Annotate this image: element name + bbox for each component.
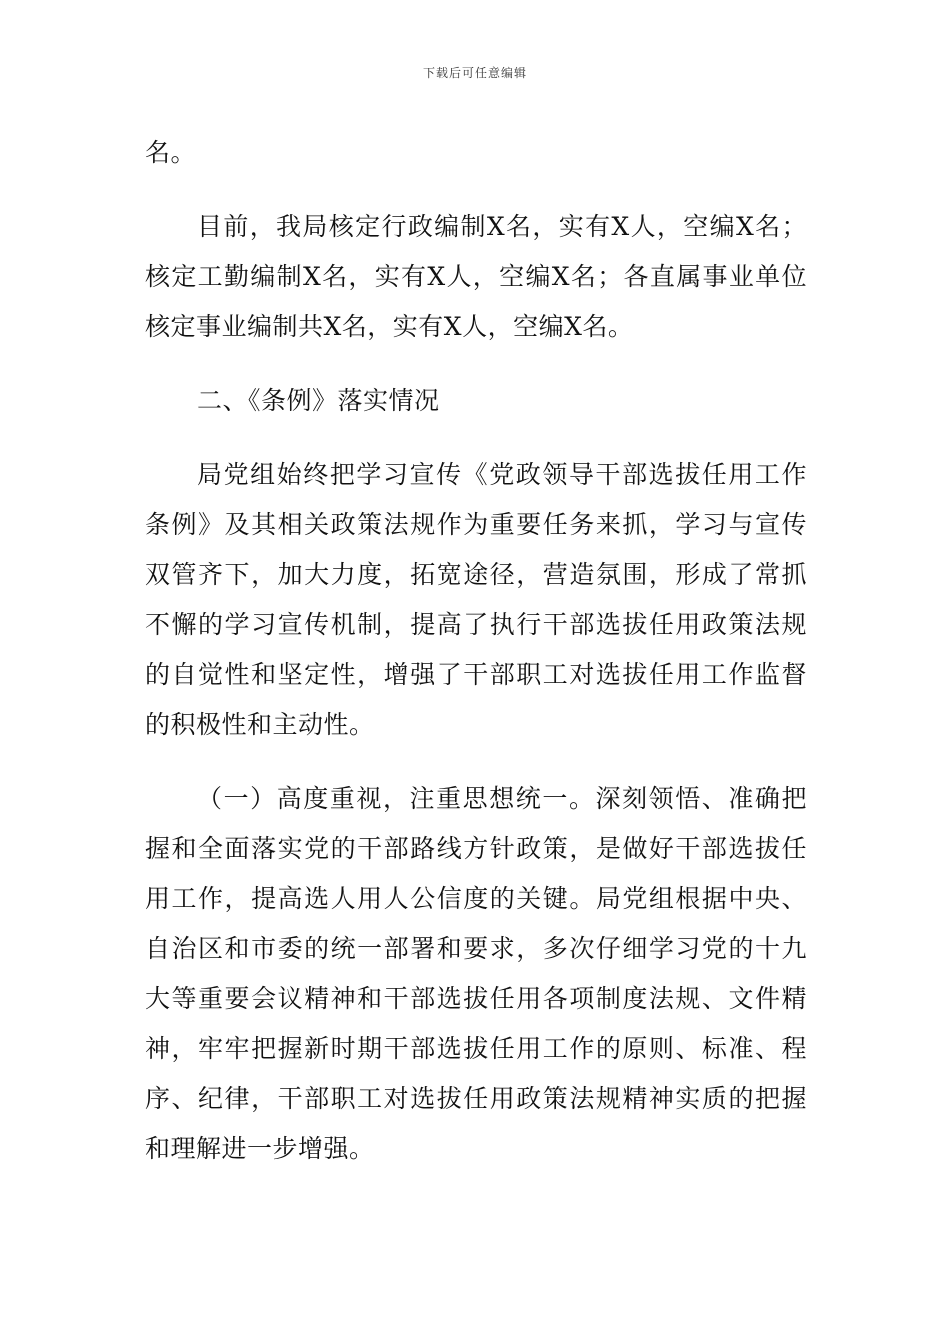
section-heading: 二、《条例》落实情况 [197, 386, 440, 415]
document-body [145, 128, 807, 1198]
paragraph-continuation: 名。 [145, 138, 197, 167]
paragraph-regulation-study: 局党组始终把学习宣传《党政领导干部选拔任用工作条例》及其相关政策法规作为重要任务来抓，学习与宣传双管齐下，加大力度，拓宽途径，营造氛围，形成了常抓不懈的学习宣传机制，提高了执行干部选拔任用政策法规的自觉性和坚定性，增强了干部职工对选拔任用工作监督的积极性和主动性。 [145, 460, 807, 739]
header-note: 下载后可任意编辑 [422, 66, 527, 80]
paragraph-staffing: 目前，我局核定行政编制X名，实有X人，空编X名；核定工勤编制X名，实有X人，空编X名；各直属事业单位核定事业编制共X名，实有X人，空编X名。 [145, 212, 807, 341]
paragraph-subsection-one: （一）高度重视，注重思想统一。深刻领悟、准确把握和全面落实党的干部路线方针政策，是做好干部选拔任用工作，提高选人用人公信度的关键。局党组根据中央、自治区和市委的统一部署和要求，多次仔细学习党的十九大等重要会议精神和干部选拔任用各项制度法规、文件精神，牢牢把握新时期干部选拔任用工作的原则、标准、程序、纪律，干部职工对选拔任用政策法规精神实质的把握和理解进一步增强。 [145, 784, 807, 1163]
